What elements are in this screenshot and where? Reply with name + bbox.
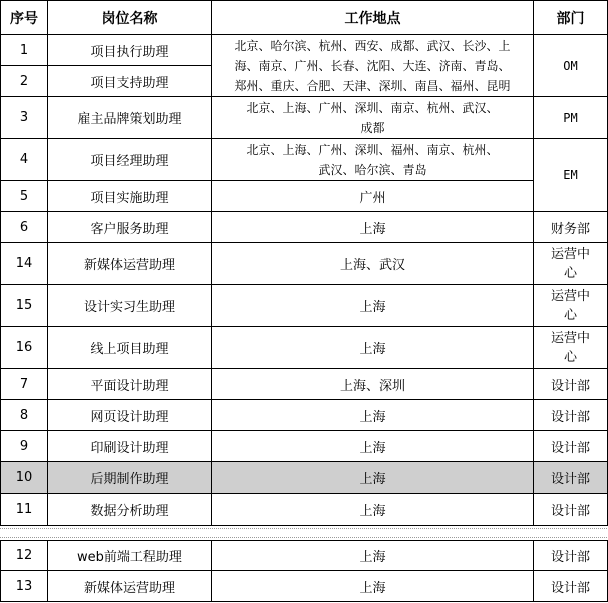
table-row [1, 181, 608, 212]
table-row [1, 400, 608, 431]
table-row [1, 541, 608, 571]
table-row [1, 431, 608, 462]
page-break-gap [0, 528, 607, 538]
table-row [1, 369, 608, 400]
row-position: 项目支持助理 [48, 66, 212, 97]
row-location-om [212, 35, 534, 97]
table-row [1, 243, 608, 285]
location-line: 郑州、重庆、合肥、天津、深圳、南昌、福州、昆明 [234, 78, 511, 93]
row-dept [534, 285, 608, 327]
row-location: 广州 [212, 181, 534, 212]
row-position: 客户服务助理 [48, 212, 212, 243]
row-no: 7 [1, 369, 48, 400]
row-position: 项目经理助理 [48, 139, 212, 181]
row-position: web前端工程助理 [48, 541, 212, 571]
row-position: 网页设计助理 [48, 400, 212, 431]
row-dept: 设计部 [534, 494, 608, 526]
location-line: 海、南京、广州、长春、沈阳、大连、济南、青岛、 [234, 58, 511, 73]
row-dept: 设计部 [534, 369, 608, 400]
row-no: 9 [1, 431, 48, 462]
row-dept: 设计部 [534, 400, 608, 431]
row-position: 平面设计助理 [48, 369, 212, 400]
row-no: 13 [1, 571, 48, 602]
row-no: 10 [1, 462, 48, 494]
positions-table-continued [0, 540, 608, 602]
dept-line: 运营中 [550, 330, 590, 346]
dept-line: 心 [563, 265, 577, 281]
row-no: 8 [1, 400, 48, 431]
row-no: 5 [1, 181, 48, 212]
dept-line: 运营中 [550, 246, 590, 262]
row-location-pm [212, 97, 534, 139]
header-dept: 部门 [534, 1, 608, 35]
row-no: 2 [1, 66, 48, 97]
row-dept: 设计部 [534, 431, 608, 462]
location-line: 北京、上海、广州、深圳、南京、杭州、武汉、 [246, 100, 499, 115]
row-position: 后期制作助理 [48, 462, 212, 494]
table-row [1, 35, 608, 66]
row-no: 3 [1, 97, 48, 139]
row-location: 上海 [212, 494, 534, 526]
row-location: 上海 [212, 327, 534, 369]
row-dept: 设计部 [534, 462, 608, 494]
row-location: 上海 [212, 462, 534, 494]
row-position: 项目执行助理 [48, 35, 212, 66]
row-position: 设计实习生助理 [48, 285, 212, 327]
header-row [1, 1, 608, 35]
table-row [1, 212, 608, 243]
dept-line: 运营中 [550, 288, 590, 304]
row-position: 线上项目助理 [48, 327, 212, 369]
row-position: 项目实施助理 [48, 181, 212, 212]
row-location: 上海 [212, 541, 534, 571]
row-dept-em: EM [534, 139, 608, 212]
table-row [1, 97, 608, 139]
row-position: 雇主品牌策划助理 [48, 97, 212, 139]
table-row [1, 571, 608, 602]
row-position: 印刷设计助理 [48, 431, 212, 462]
row-location: 上海 [212, 400, 534, 431]
row-dept-pm: PM [534, 97, 608, 139]
row-no: 15 [1, 285, 48, 327]
table-row [1, 139, 608, 181]
row-position: 新媒体运营助理 [48, 243, 212, 285]
table-row [1, 285, 608, 327]
location-line: 北京、哈尔滨、杭州、西安、成都、武汉、长沙、上 [234, 38, 511, 53]
row-location: 上海、深圳 [212, 369, 534, 400]
header-position: 岗位名称 [48, 1, 212, 35]
table-row-selected[interactable] [1, 462, 608, 494]
location-line: 武汉、哈尔滨、青岛 [318, 162, 427, 177]
row-no: 4 [1, 139, 48, 181]
location-line: 成都 [360, 120, 385, 135]
row-location: 上海 [212, 431, 534, 462]
row-dept [534, 327, 608, 369]
row-location: 上海、武汉 [212, 243, 534, 285]
row-dept: 设计部 [534, 571, 608, 602]
dept-line: 心 [563, 307, 577, 323]
dept-line: 心 [563, 349, 577, 365]
row-location: 上海 [212, 571, 534, 602]
row-location: 上海 [212, 212, 534, 243]
row-location: 上海 [212, 285, 534, 327]
row-no: 6 [1, 212, 48, 243]
row-no: 11 [1, 494, 48, 526]
row-no: 1 [1, 35, 48, 66]
location-line: 北京、上海、广州、深圳、福州、南京、杭州、 [246, 142, 499, 157]
header-no: 序号 [1, 1, 48, 35]
row-position: 新媒体运营助理 [48, 571, 212, 602]
row-dept: 设计部 [534, 541, 608, 571]
table-row [1, 327, 608, 369]
table-row [1, 494, 608, 526]
row-dept-om: OM [534, 35, 608, 97]
header-location: 工作地点 [212, 1, 534, 35]
row-dept: 财务部 [534, 212, 608, 243]
row-dept [534, 243, 608, 285]
row-no: 14 [1, 243, 48, 285]
row-no: 12 [1, 541, 48, 571]
row-no: 16 [1, 327, 48, 369]
row-position: 数据分析助理 [48, 494, 212, 526]
row-location-em [212, 139, 534, 181]
